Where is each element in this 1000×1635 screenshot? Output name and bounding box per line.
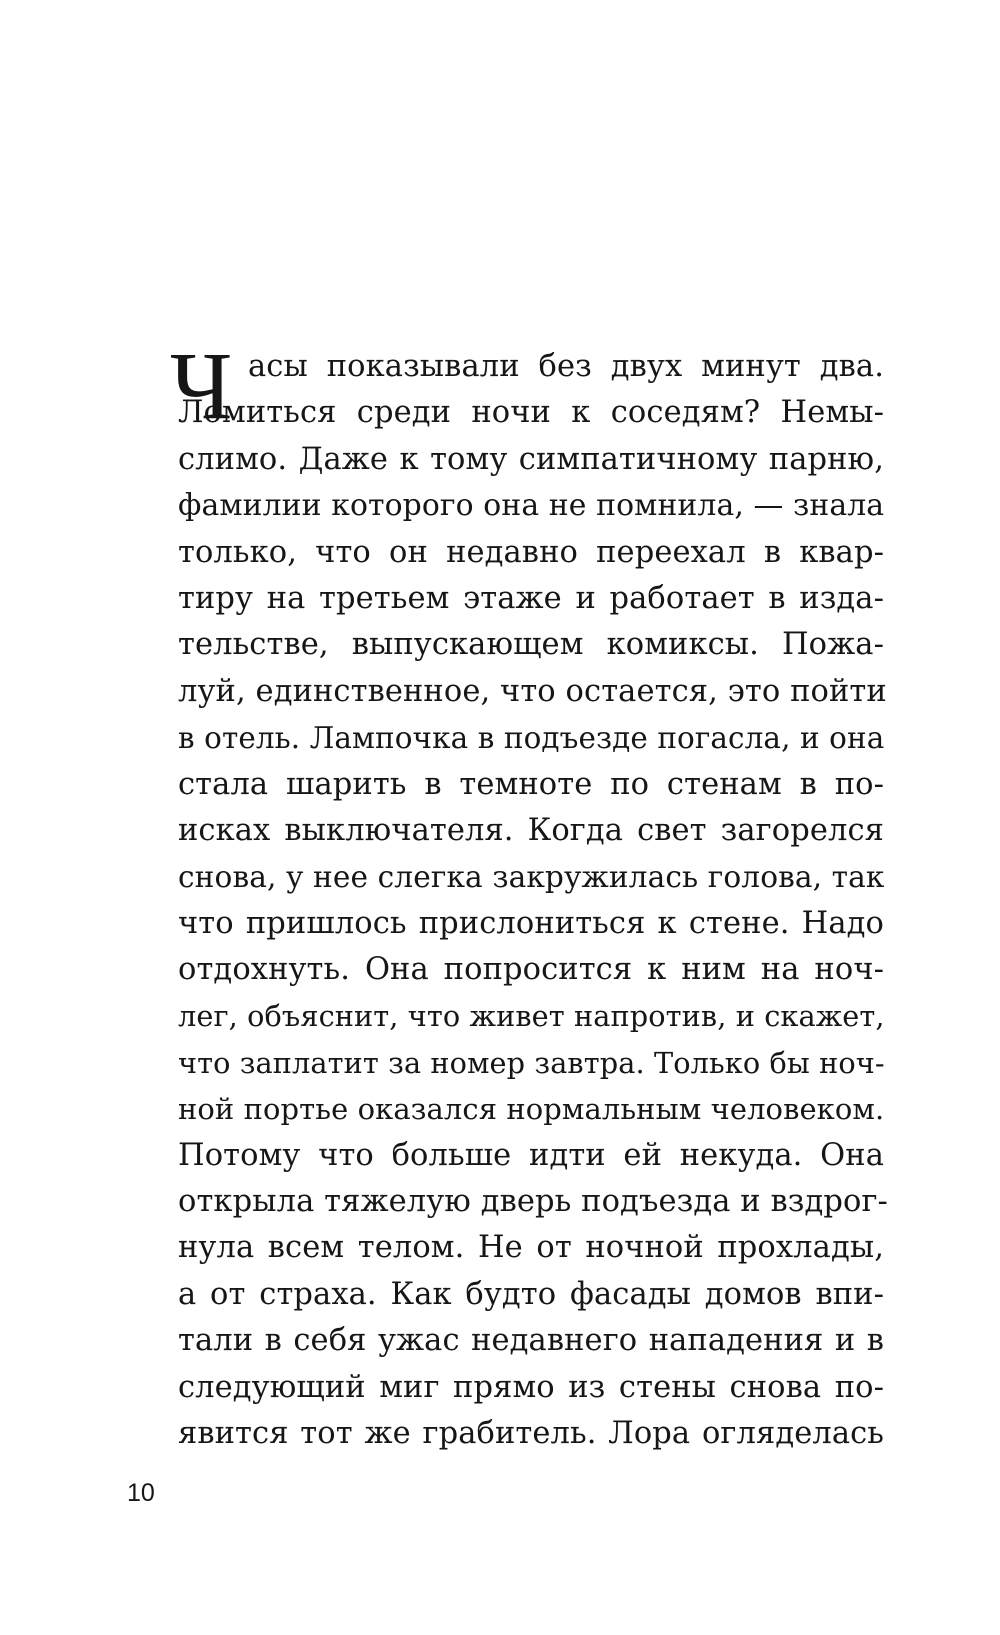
text-line-15: лег, объяснит, что живет напротив, и скажет, [178,999,885,1034]
text-line-16: что заплатит за номер завтра. Только бы ноч- [178,1045,885,1080]
drop-cap: Ч [170,332,233,439]
text-line-23: следующий миг прямо из стены снова по- [178,1369,884,1405]
text-line-6: тиру на третьем этаже и работает в изда- [178,580,884,616]
text-line-20: нула всем телом. Не от ночной прохлады, [178,1230,884,1266]
text-line-9: в отель. Лампочка в подъезде погасла, и она [178,721,885,756]
text-line-12: снова, у нее слегка закружилась голова, так [178,860,885,895]
body-text [170,332,888,1457]
text-line-17: ной портье оказался нормальным человеком. [178,1092,885,1127]
text-line-24: явится тот же грабитель. Лора огляделась [178,1415,884,1451]
text-line-5: только, что он недавно переехал в квар- [178,534,884,570]
text-line-18: Потому что больше идти ей некуда. Она [178,1137,884,1173]
text-line-7: тельстве, выпускающем комиксы. Пожа- [178,627,884,663]
text-line-14: отдохнуть. Она попросится к ним на ноч- [178,952,884,988]
text-line-1-content: асы показывали без двух минут два. [248,349,884,384]
text-line-10: стала шарить в темноте по стенам в по- [178,766,884,802]
text-line-4: фамилии которого она не помнила, — знала [178,488,885,524]
page-number: 10 [127,1479,155,1507]
text-line-13: что пришлось прислониться к стене. Надо [178,905,884,941]
text-line-21: а от страха. Как будто фасады домов впи- [178,1276,884,1312]
text-line-8: луй, единственное, что остается, это пойти [178,673,887,709]
text-line-22: тали в себя ужас недавнего нападения и в [178,1323,884,1359]
text-line-3: слимо. Даже к тому симпатичному парню, [178,441,884,477]
text-line-19: открыла тяжелую дверь подъезда и вздрог- [178,1184,888,1220]
text-line-2: Ломиться среди ночи к соседям? Немы- [178,395,884,431]
text-line-11: исках выключателя. Когда свет загорелся [178,812,884,848]
